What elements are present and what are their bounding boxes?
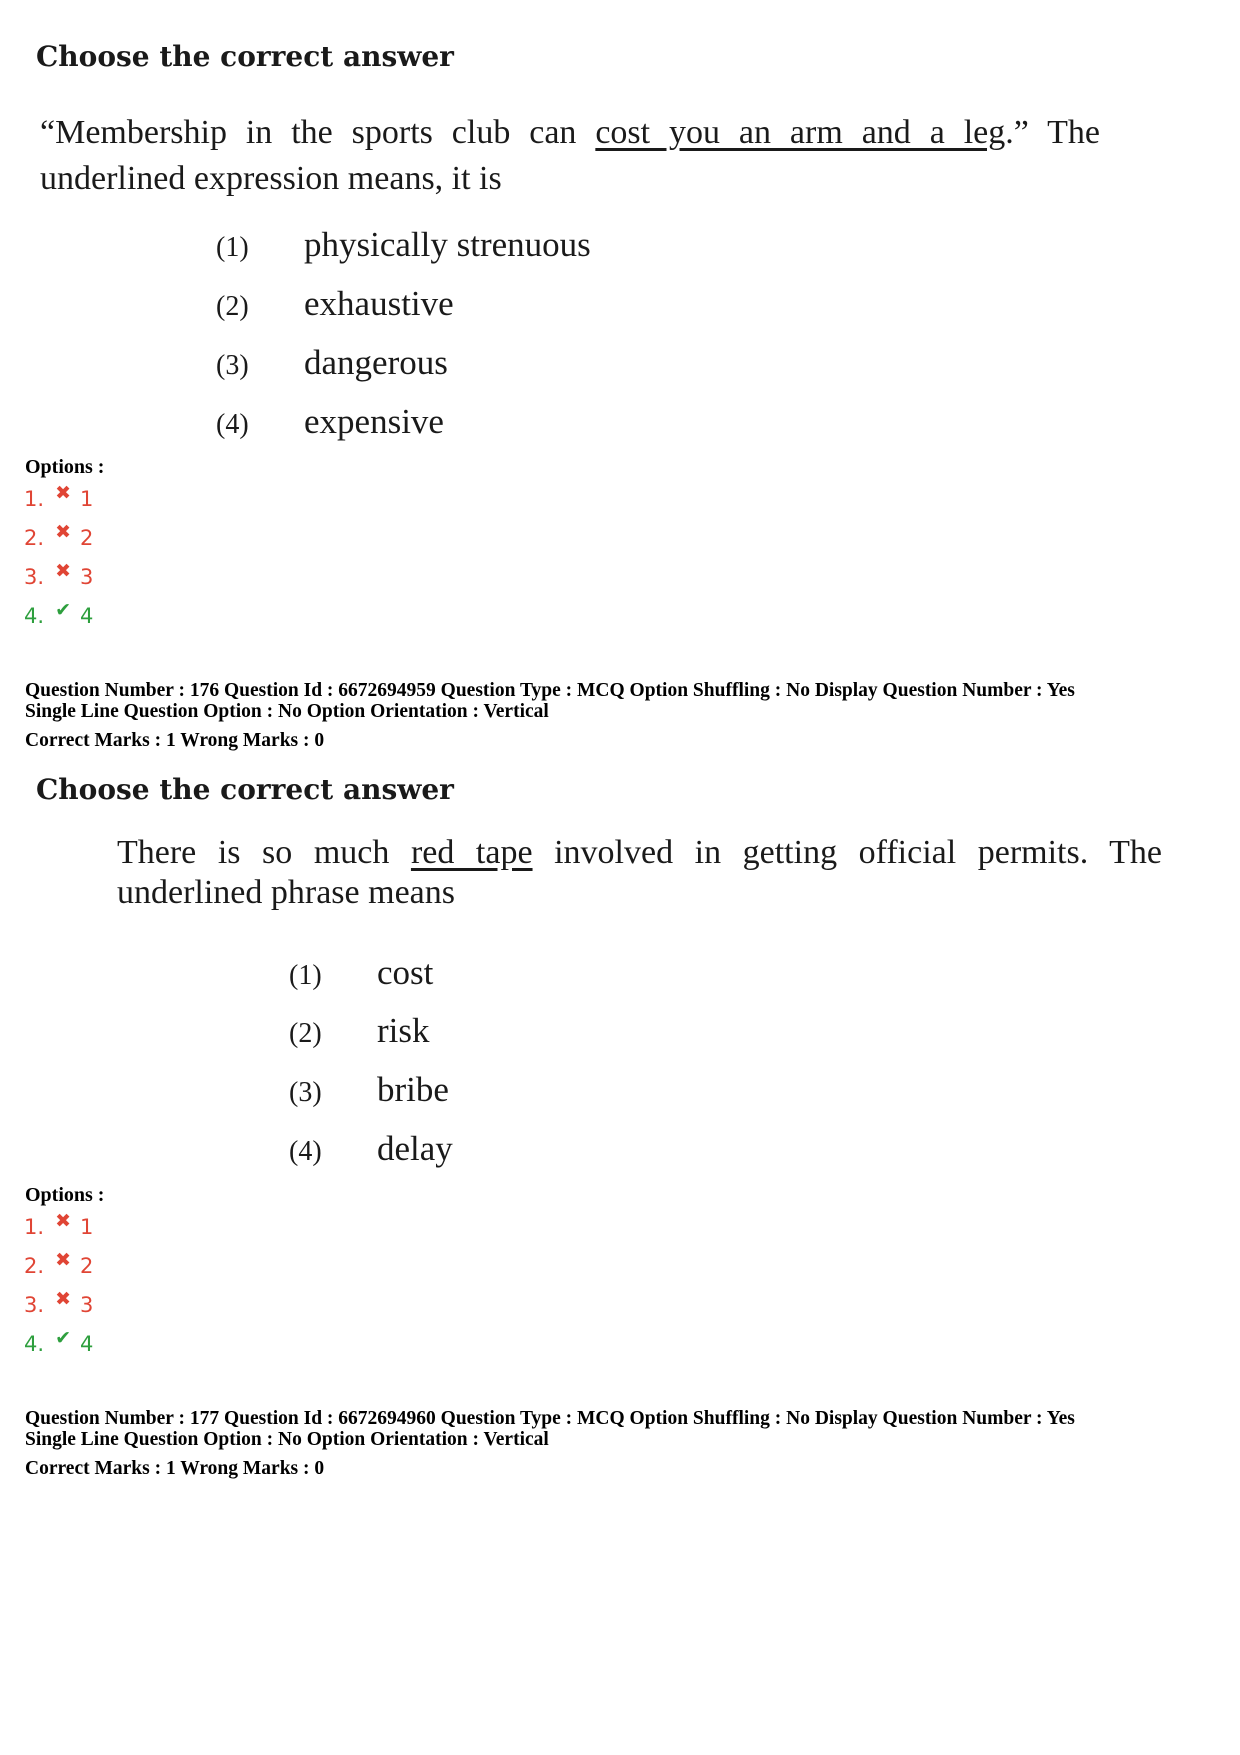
- answer-choice: [289, 1070, 449, 1110]
- meta-line: Question Number : 176 Question Id : 6672694959 Question Type : MCQ Option Shuffling : No Display Question Number : Yes: [25, 680, 1075, 701]
- underlined-expression: red tape: [410, 834, 533, 871]
- option-index: 3.: [24, 565, 45, 589]
- question-text-part: involved in getting official permits. The underlined phrase means: [117, 834, 1163, 911]
- option-row: [24, 1288, 94, 1317]
- option-value: 1: [80, 1215, 94, 1239]
- choice-number: (3): [216, 350, 249, 381]
- answer-choice: [216, 284, 454, 324]
- choice-text: bribe: [377, 1070, 449, 1109]
- option-value: 4: [80, 604, 94, 628]
- question-text: [40, 110, 1100, 202]
- choice-text: delay: [377, 1129, 453, 1168]
- marks-line: Correct Marks : 1 Wrong Marks : 0: [25, 730, 325, 751]
- cross-icon: ✖: [55, 1210, 71, 1232]
- option-index: 2.: [24, 1254, 45, 1278]
- answer-choice: [289, 1011, 430, 1051]
- choice-text: risk: [377, 1011, 430, 1050]
- option-row: [24, 599, 94, 628]
- question-text: [117, 833, 1162, 913]
- question-heading: Choose the correct answer: [36, 40, 454, 73]
- answer-choice: [289, 1129, 453, 1169]
- option-row: [24, 560, 94, 589]
- question-text-part: “Membership in the sports club can: [40, 114, 596, 151]
- option-value: 4: [80, 1332, 94, 1356]
- check-icon: ✔: [55, 1327, 71, 1349]
- underlined-expression: cost you an arm and a leg: [595, 114, 1006, 151]
- choice-number: (1): [216, 232, 249, 263]
- options-label: Options :: [25, 456, 105, 478]
- option-value: 2: [80, 1254, 94, 1278]
- answer-choice: [216, 343, 448, 383]
- answer-choice: [216, 402, 444, 442]
- choice-text: expensive: [304, 402, 444, 441]
- choice-text: physically strenuous: [304, 225, 591, 264]
- choice-number: (4): [216, 409, 249, 440]
- choice-text: dangerous: [304, 343, 448, 382]
- option-index: 1.: [24, 487, 45, 511]
- question-text-part: .” The underlined expression means, it is: [40, 114, 1100, 197]
- choice-number: (3): [289, 1077, 322, 1108]
- meta-line: Question Number : 177 Question Id : 6672694960 Question Type : MCQ Option Shuffling : No Display Question Number : Yes: [25, 1408, 1075, 1429]
- option-index: 4.: [24, 1332, 45, 1356]
- question-text-part: There is so much: [117, 834, 411, 871]
- cross-icon: ✖: [55, 482, 71, 504]
- choice-number: (2): [216, 291, 249, 322]
- answer-choice: [289, 953, 433, 993]
- option-value: 3: [80, 565, 94, 589]
- choice-number: (1): [289, 960, 322, 991]
- cross-icon: ✖: [55, 1288, 71, 1310]
- option-index: 1.: [24, 1215, 45, 1239]
- option-value: 1: [80, 487, 94, 511]
- question-heading: Choose the correct answer: [36, 773, 454, 806]
- cross-icon: ✖: [55, 1249, 71, 1271]
- choice-number: (2): [289, 1018, 322, 1049]
- option-row: [24, 482, 94, 511]
- meta-line: Single Line Question Option : No Option Orientation : Vertical: [25, 1429, 549, 1450]
- cross-icon: ✖: [55, 560, 71, 582]
- meta-line: Single Line Question Option : No Option Orientation : Vertical: [25, 701, 549, 722]
- option-row: [24, 1327, 94, 1356]
- choice-text: cost: [377, 953, 434, 992]
- cross-icon: ✖: [55, 521, 71, 543]
- option-value: 3: [80, 1293, 94, 1317]
- option-row: [24, 1249, 94, 1278]
- option-index: 4.: [24, 604, 45, 628]
- answer-choice: [216, 225, 591, 265]
- option-row: [24, 1210, 94, 1239]
- options-label: Options :: [25, 1184, 105, 1206]
- option-value: 2: [80, 526, 94, 550]
- question-meta: [25, 680, 1075, 722]
- option-index: 3.: [24, 1293, 45, 1317]
- question-meta: [25, 1408, 1075, 1450]
- option-index: 2.: [24, 526, 45, 550]
- choice-text: exhaustive: [304, 284, 454, 323]
- choice-number: (4): [289, 1136, 322, 1167]
- check-icon: ✔: [55, 599, 71, 621]
- option-row: [24, 521, 94, 550]
- marks-line: Correct Marks : 1 Wrong Marks : 0: [25, 1458, 325, 1479]
